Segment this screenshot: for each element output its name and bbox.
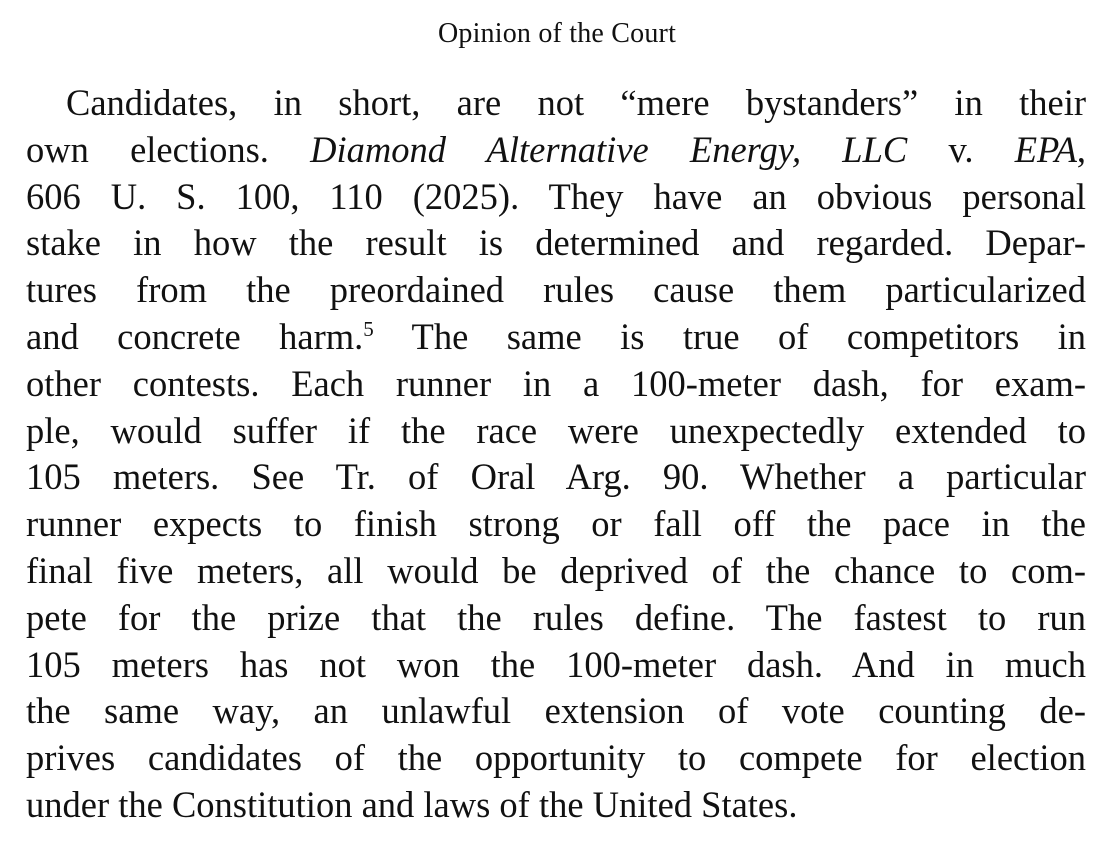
- text-line: [26, 174, 1086, 221]
- text-line: [26, 408, 1086, 455]
- text-run: 606 U. S. 100, 110 (2025). They have an obvious personal: [26, 175, 1086, 217]
- text-line: [26, 595, 1086, 642]
- text-line: [26, 782, 1086, 829]
- text-line: [26, 688, 1086, 735]
- text-run: stake in how the result is determined and regarded. Depar-: [26, 222, 1086, 264]
- text-run: prives candidates of the opportunity to compete for election: [26, 737, 1086, 779]
- text-run: the same way, an unlawful extension of vote counting de-: [26, 690, 1086, 732]
- text-line: [26, 548, 1086, 595]
- text-line: [26, 314, 1086, 361]
- text-run: own elections.: [26, 128, 311, 170]
- text-run: and concrete harm.: [26, 315, 364, 357]
- text-line: [26, 361, 1086, 408]
- text-run: under the Constitution and laws of the United States.: [26, 783, 798, 825]
- text-run: ,: [1076, 128, 1086, 170]
- text-run: final five meters, all would be deprived of the chance to com-: [26, 549, 1086, 591]
- text-run: The same is true of competitors in: [373, 315, 1086, 357]
- text-line: [26, 80, 1086, 127]
- opinion-paragraph: [26, 80, 1086, 829]
- running-head: Opinion of the Court: [437, 18, 677, 49]
- case-name-italic: EPA: [1014, 128, 1077, 170]
- text-line: [26, 454, 1086, 501]
- text-run: v.: [907, 128, 1015, 170]
- text-line: [26, 220, 1086, 267]
- text-line: [26, 501, 1086, 548]
- text-run: runner expects to finish strong or fall off the pace in the: [26, 503, 1086, 545]
- text-run: 105 meters. See Tr. of Oral Arg. 90. Whether a particular: [26, 456, 1086, 498]
- footnote-marker: 5: [363, 316, 374, 341]
- text-run: Candidates, in short, are not “mere bystanders” in their: [66, 82, 1086, 123]
- text-line: [26, 735, 1086, 782]
- text-run: ple, would suffer if the race were unexpectedly extended to: [26, 409, 1086, 451]
- case-name-italic: Diamond Alternative Energy, LLC: [310, 128, 908, 170]
- text-run: other contests. Each runner in a 100-meter dash, for exam-: [26, 362, 1086, 404]
- text-line: [26, 642, 1086, 689]
- text-run: tures from the preordained rules cause them particularized: [26, 269, 1086, 311]
- text-run: pete for the prize that the rules define. The fastest to run: [26, 596, 1086, 638]
- text-line: [26, 267, 1086, 314]
- text-line: [26, 127, 1086, 174]
- text-run: 105 meters has not won the 100-meter dash. And in much: [26, 643, 1086, 685]
